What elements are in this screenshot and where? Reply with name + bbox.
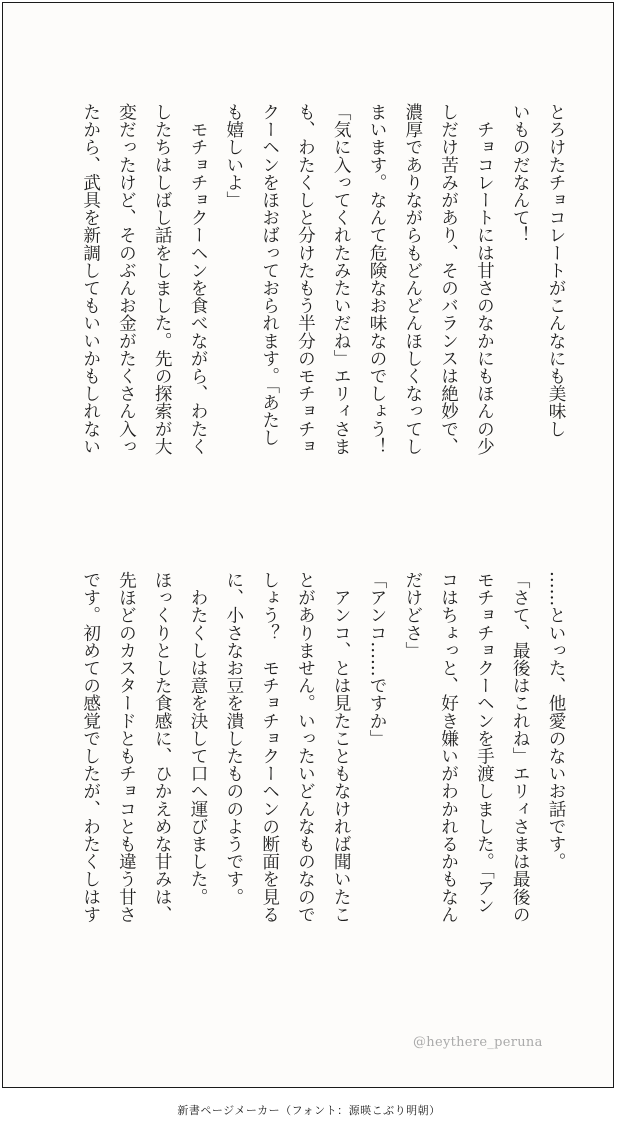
footer-caption: 新書ページメーカー（フォント：源暎こぶり明朝） <box>177 1104 441 1117</box>
author-watermark: @heythere_peruna <box>413 1035 543 1050</box>
upper-text-block: とろけたチョコレートがこんなにも美味し いものだなんて！ チョコレートには甘さのなかにもほんの少 しだけ苦みがあり、そのバランスは絶妙で、 濃厚でありながらもどんどんほしくなってし まいます。なんて危険なお味なのでしょう！ 「気に入ってくれたみたいだね」エリィさま も、わたくしと分けたもう半分のモチョチョ クーヘンをほおばっておられます。「あたし も嬉しいよ」 モチョチョクーヘンを食べながら、わたく したちはしばし話をしました。先の探索が大 変だったけど、そのぶんお金がたくさん入っ たから、武具を新調してもいいかもしれない <box>80 103 566 455</box>
lower-text-block: ……といった、他愛のないお話です。 「さて、最後はこれね」エリィさまは最後の モチョチョクーヘンを手渡しました。「アン コはちょっと、好き嫌いがわかれるかもなん だけどさ」 「アンコ……ですか」 アンコ、とは見たこともなければ聞いたこ とがありません。いったいどんなものなので しょう？ モチョチョクーヘンの断面を見る に、小さなお豆を潰したもののようです。 わたくしは意を決して口へ運びました。 ほっくりとした食感に、ひかえめな甘みは、 先ほどのカスタードともチョコとも違う甘さ です。初めての感覚でしたが、わたくしはす <box>80 571 566 923</box>
page-frame <box>2 2 614 1088</box>
